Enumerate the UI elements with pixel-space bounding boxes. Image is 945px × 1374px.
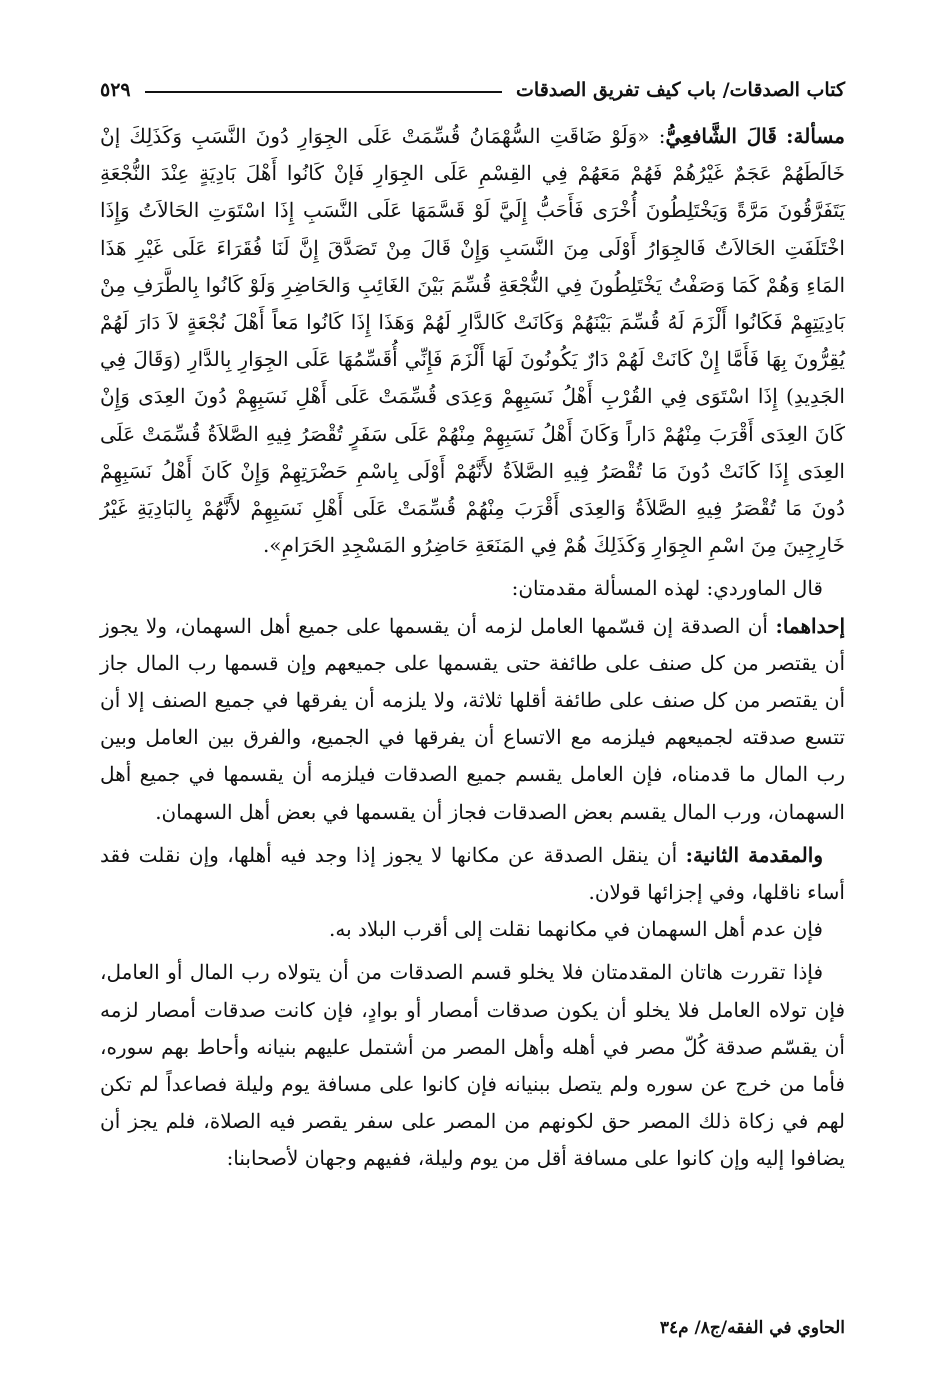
running-header	[100, 68, 845, 112]
shafii-speaker: قَالَ الشَّافعِيُّ	[665, 124, 777, 148]
page-body	[100, 118, 845, 1178]
second-premise-paragraph	[100, 837, 845, 911]
page-number: ٥٢٩	[100, 79, 131, 101]
transfer-paragraph: فإن عدم أهل السهمان في مكانهما نقلت إلى أقرب البلاد به.	[329, 917, 823, 942]
mawardi-intro: قال الماوردي: لهذه المسألة مقدمتان:	[511, 576, 823, 601]
chapter-title: كتاب الصدقات/ باب كيف تفريق الصدقات	[516, 79, 845, 101]
second-premise-label: والمقدمة الثانية:	[685, 842, 823, 867]
final-paragraph: فإذا تقررت هاتان المقدمتان فلا يخلو قسم الصدقات من أن يتولاه رب المال أو العامل، فإن تولاه العامل فلا يخلو أن يكون صدقات أمصار أو بوادٍ، فإن كانت صدقات أمصار لزمه أن يقسّم صدقة كُلّ مصر في أهله وأهل المصر من أشتمل عليهم بنيانه وأحاط بهم سوره، فأما من خرج عن سوره ولم يتصل ببنيانه فإن كانوا على مسافة يوم وليلة فصاعداً لم تكن لهم في زكاة ذلك المصر حق لكونهم من المصر على سفر يقصر فيه الصلاة، فلم يجز أن يضافوا إليه وإن كانوا على مسافة أقل من يوم وليلة، ففيهم وجهان لأصحابنا:	[100, 960, 845, 1171]
page-footer: الحاوي في الفقه/ج٨/ م٣٤	[659, 1318, 845, 1338]
first-premise-paragraph	[100, 608, 845, 831]
masala-text: : «وَلَوْ ضَاقَتِ السُّهْمَانُ قُسِّمَتْ عَلَى الجِوَارِ دُونَ النَّسَبِ وَكَذَلِكَ إنْ خَالَطَهُمْ عَجَمٌ غَيْرُهُمْ فَهُمْ مَعَهُمْ فِي القِسْمِ عَلَى الجِوَارِ فَإنْ كَانُوا أَهْلَ بَادِيَةٍ عِنْدَ النُّجْعَةِ يَتَفَرَّقُونَ مَرَّةً وَيَخْتَلِطُونَ أُخْرَى فَأَحَبُّ إِلَيَّ لَوْ قَسَّمَهَا عَلَى النَّسَبِ إِذَا اسْتَوَتِ الحَالاَتُ وَإِذَا اخْتَلَفَتِ الحَالاَتُ فَالجِوَارُ أَوْلَى مِنَ النَّسَبِ وَإِنْ قَالَ مِنْ تَصَدَّقَ إِنَّ لَنَا فُقَرَاءَ عَلَى غَيْرِ هَذَا المَاءِ وَهُمْ كَمَا وَصَفْتُ يَخْتَلِطُونَ فِي النُّجْعَةِ قُسِّمَ بَيْنَ الغَائِبِ وَالحَاضِرِ وَلَوْ كَانُوا بِالطَّرَفِ مِنْ بَادِيَتِهِمْ فَكَانُوا أَلْزَمَ لَهُ قُسِّمَ بَيْنَهُمْ وَكَانَتْ كَالدَّارِ لَهُمْ وَهَذَا إِذَا كَانُوا مَعاً أَهْلَ نُجْعَةٍ لاَ دَارَ لَهُمْ يُقِرُّونَ بِهَا فَأَمَّا إِنْ كَانَتْ لَهُمْ دَارٌ يَكُونُونَ لَهَا أَلْزَمَ فَإِنِّي أُقَسِّمُهَا عَلَى الجِوَارِ بِالدَّارِ (وَقَالَ فِي الجَدِيدِ) إِذَا اسْتَوَى فِي القُرْبِ أَهْلُ نَسَبِهِمْ وَعِدَى قُسِّمَتْ عَلَى أَهْلِ نَسَبِهِمْ دُونَ العِدَى وَإِنْ كَانَ العِدَى أَقْرَبَ مِنْهُمْ دَاراً وَكَانَ أَهْلُ نَسَبِهِمْ مِنْهُمْ عَلَى سَفَرٍ تُقْصَرُ فِيهِ الصَّلاَةُ قُسِّمَتْ عَلَى العِدَى إِذَا كَانَتْ دُونَ مَا تُقْصَرُ فِيهِ الصَّلاَةُ لأَنَّهُمْ أَوْلَى بِاسْمِ حَضْرَتِهِمْ وَإِنْ كَانَ أَهْلُ نَسَبِهِمْ دُونَ مَا تُقْصَرُ فِيهِ الصَّلاَةُ وَالعِدَى أَقْرَبَ مِنْهُمْ قُسِّمَتْ عَلَى أَهْلِ نَسَبِهِمْ لأَنَّهُمْ بِالبَادِيَةِ غَيْرُ خَارِجِينَ مِنَ اسْمِ الجِوَارِ وَكَذَلِكَ هُمْ فِي المَنَعَةِ حَاضِرُو المَسْجِدِ الحَرَامِ».	[100, 124, 845, 558]
second-premise-text: أن ينقل الصدقة عن مكانها لا يجوز إذا وجد فيه أهلها، وإن نقلت فقد أساء ناقلها، وفي إجزائها قولان.	[100, 842, 845, 905]
first-premise-label: إحداهما:	[775, 613, 845, 638]
first-premise-text: أن الصدقة إن قسّمها العامل لزمه أن يقسمها على جميع أهل السهمان، ولا يجوز أن يقتصر من كل صنف على طائفة حتى يقسمها على جميعهم وإن قسمها رب المال جاز أن يقتصر من كل صنف على طائفة أقلها ثلاثة، ولا يلزمه أن يفرقها في جميع الصنف إلا أن تتسع صدقته لجميعهم فيلزمه مع الاتساع أن يفرقها في الجميع، والفرق بين العامل وبين رب المال ما قدمناه، فإن العامل يقسم جميع الصدقات فيلزمه أن يقسمها في جميع أهل السهمان، ورب المال يقسم بعض الصدقات فجاز أن يقسمها في بعض أهل السهمان.	[100, 613, 846, 824]
header-rule	[145, 91, 502, 93]
masala-label: مسألة:	[786, 124, 846, 148]
masala-paragraph	[100, 118, 845, 564]
